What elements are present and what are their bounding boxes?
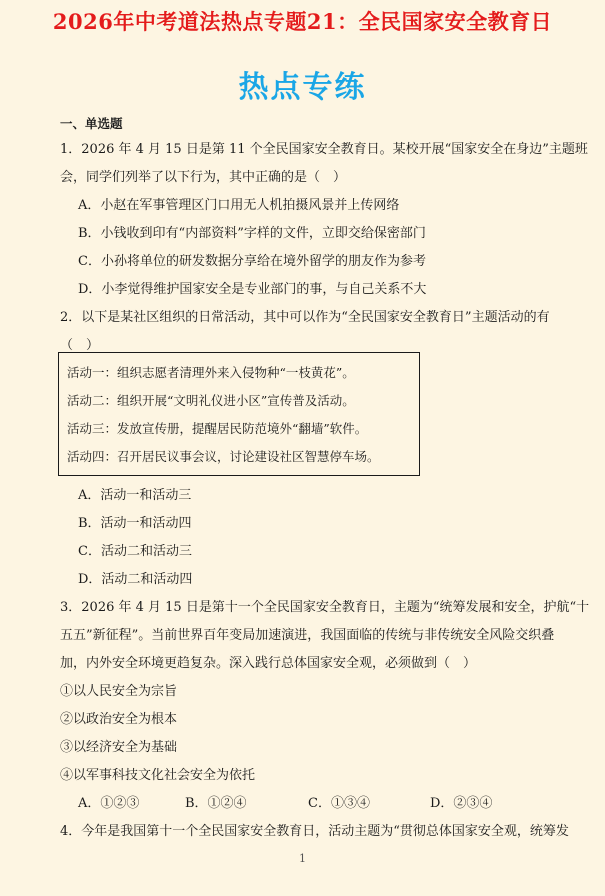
- q2-option-a: A．活动一和活动三: [78, 488, 192, 503]
- q3-statement-1: ①以人民安全为宗旨: [60, 684, 178, 699]
- q3-option-d: D．②③④: [430, 796, 493, 811]
- document-title: 2026年中考道法热点专题21：全民国家安全教育日: [52, 9, 553, 34]
- q1-option-d: D．小李觉得维护国家安全是专业部门的事，与自己关系不大: [78, 282, 427, 297]
- q1-option-c: C．小孙将单位的研发数据分享给在境外留学的朋友作为参考: [78, 254, 426, 269]
- q2-option-b: B．活动一和活动四: [78, 516, 192, 531]
- q2-activity-3: 活动三：发放宣传册，提醒居民防范境外“翻墙”软件。: [67, 421, 368, 436]
- q3-option-b: B．①②④: [185, 796, 247, 811]
- q2-option-c: C．活动二和活动三: [78, 544, 192, 559]
- q2-option-d: D．活动二和活动四: [78, 572, 193, 587]
- q2-stem-line1: 2．以下是某社区组织的日常活动，其中可以作为“全民国家安全教育日”主题活动的有: [60, 310, 550, 325]
- q3-stem-line2: 五五”新征程”。当前世界百年变局加速演进，我国面临的传统与非传统安全风险交织叠: [60, 628, 555, 643]
- q2-stem-line2: （ ）: [60, 338, 100, 353]
- q3-option-c: C．①③④: [308, 796, 370, 811]
- q3-stem-line1: 3．2026 年 4 月 15 日是第十一个全民国家安全教育日，主题为“统筹发展和安全，护航“十: [60, 600, 590, 615]
- q3-stem-line3: 加，内外安全环境更趋复杂。深入践行总体国家安全观，必须做到（ ）: [60, 656, 477, 671]
- section-heading: 一、单选题: [60, 116, 123, 131]
- document-subtitle: 热点专练: [238, 70, 367, 105]
- q1-stem-line2: 会，同学们列举了以下行为，其中正确的是（ ）: [60, 170, 347, 185]
- q3-option-a: A．①②③: [78, 796, 140, 811]
- q1-stem-line1: 1．2026 年 4 月 15 日是第 11 个全民国家安全教育日。某校开展“国家安全在身边”主题班: [60, 142, 588, 157]
- q1-option-b: B．小钱收到印有“内部资料”字样的文件，立即交给保密部门: [78, 226, 426, 241]
- q2-activity-1: 活动一：组织志愿者清理外来入侵物种“一枝黄花”。: [67, 365, 355, 380]
- q1-option-a: A．小赵在军事管理区门口用无人机拍摄风景并上传网络: [78, 198, 400, 213]
- page-number: 1: [299, 852, 306, 865]
- q2-activity-4: 活动四：召开居民议事会议，讨论建设社区智慧停车场。: [67, 449, 380, 464]
- q4-stem-line1: 4．今年是我国第十一个全民国家安全教育日，活动主题为“贯彻总体国家安全观，统筹发: [60, 824, 569, 839]
- q2-activity-2: 活动二：组织开展“文明礼仪进小区”宣传普及活动。: [67, 393, 355, 408]
- q3-statement-4: ④以军事科技文化社会安全为依托: [60, 768, 256, 783]
- q3-statement-3: ③以经济安全为基础: [60, 740, 178, 755]
- q3-statement-2: ②以政治安全为根本: [60, 712, 178, 727]
- q2-activity-box: [58, 352, 420, 476]
